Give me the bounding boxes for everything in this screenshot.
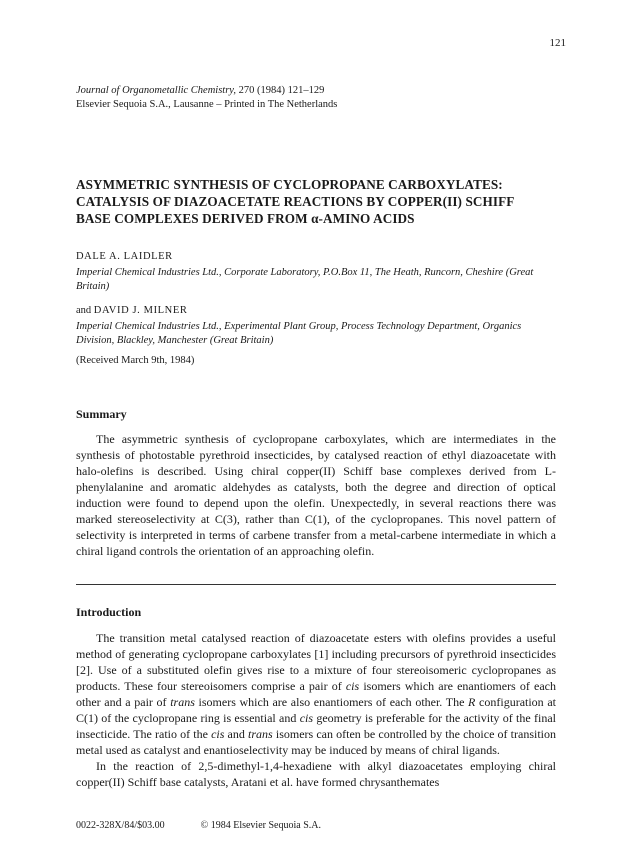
authors-block: [76, 250, 556, 368]
author-1-name: DALE A. LAIDLER: [76, 251, 173, 262]
introduction-heading: Introduction: [76, 605, 142, 619]
intro-italic-r: R: [468, 695, 476, 709]
author-2-affiliation: Imperial Chemical Industries Ltd., Experimental Plant Group, Process Technology Department, Organics Division, Blackley, Manchester (Great Britain): [76, 321, 522, 346]
title-line-1: ASYMMETRIC SYNTHESIS OF CYCLOPROPANE CARBOXYLATES:: [76, 177, 503, 192]
introduction-text: [76, 630, 556, 790]
author-2-name: DAVID J. MILNER: [93, 305, 188, 316]
section-divider: [76, 584, 556, 585]
intro-text-segment: isomers can often be controlled by the choice of transition metal used as catalyst and enantioselectivity may be induced by means of chiral ligands.: [76, 727, 556, 757]
intro-italic-cis: cis: [299, 711, 314, 725]
footer-code: 0022-328X/84/$03.00: [76, 820, 165, 831]
intro-italic-cis: cis: [211, 727, 225, 741]
intro-italic-trans: trans: [248, 727, 273, 741]
intro-italic-cis: cis: [345, 679, 360, 693]
journal-citation: [76, 84, 337, 98]
journal-publisher: Elsevier Sequoia S.A., Lausanne – Printed in The Netherlands: [76, 99, 338, 110]
footer-copyright: © 1984 Elsevier Sequoia S.A.: [200, 820, 321, 831]
page-footer: [76, 820, 321, 831]
intro-text-segment: geometry is preferable for the activity of the final insecticide. The ratio of the: [76, 711, 556, 741]
intro-text-segment: isomers which are enantiomers of each other and a pair of: [76, 679, 556, 709]
paper-title: [76, 176, 556, 227]
summary-text: The asymmetric synthesis of cyclopropane carboxylates, which are intermediates in the synthesis of photostable pyrethroid insecticides, by catalysed reaction of ethyl diazoacetate with halo-olefins is described. Using chiral copper(II) Schiff base complexes derived from L-phenylalanine and aromatic aldehydes as catalysts, both the degree and direction of optical induction were found to depend upon the olefin. Unexpectedly, in several reactions there was marked stereoselectivity at C(3), rather than C(1), of the cyclopropanes. This novel pattern of selectivity is interpreted in terms of carbene transfer from a metal-carbene intermediate in which a chiral ligand controls the orientation of an approaching olefin.: [76, 432, 556, 558]
summary-heading: Summary: [76, 407, 127, 421]
author-2-prefix: and: [76, 305, 94, 316]
title-line-2: CATALYSIS OF DIAZOACETATE REACTIONS BY COPPER(II) SCHIFF: [76, 194, 515, 209]
intro-text-segment: and: [224, 727, 249, 741]
intro-text-segment: configuration at C(1) of the cyclopropane ring is essential and: [76, 695, 556, 725]
intro-text-segment: isomers which are also enantiomers of each other. The: [194, 695, 469, 709]
introduction-paragraph-2: In the reaction of 2,5-dimethyl-1,4-hexadiene with alkyl diazoacetates employing chiral copper(II) Schiff base catalysts, Aratani et al. have formed chrysanthemates: [76, 759, 556, 789]
received-date: (Received March 9th, 1984): [76, 355, 195, 366]
journal-info: [76, 84, 337, 112]
intro-text-segment: The transition metal catalysed reaction of diazoacetate esters with olefins provides a useful method of generating cyclopropane carboxylates [1] including precursors of pyrethroid insecticides [2]. Use of a substituted olefin gives rise to a mixture of four stereoisomeric cyclopropanes as products. These four stereoisomers comprise a pair of: [76, 631, 556, 693]
page-number: 121: [549, 37, 566, 49]
title-line-3: BASE COMPLEXES DERIVED FROM α-AMINO ACIDS: [76, 211, 415, 226]
introduction-paragraph-1: [76, 630, 556, 758]
intro-italic-trans: trans: [170, 695, 195, 709]
journal-name: Journal of Organometallic Chemistry,: [76, 85, 237, 96]
author-1-affiliation: Imperial Chemical Industries Ltd., Corporate Laboratory, P.O.Box 11, The Heath, Runcorn, Cheshire (Great Britain): [76, 267, 534, 292]
journal-volume: 270 (1984) 121–129: [236, 85, 325, 96]
author-2-line: [76, 304, 556, 318]
